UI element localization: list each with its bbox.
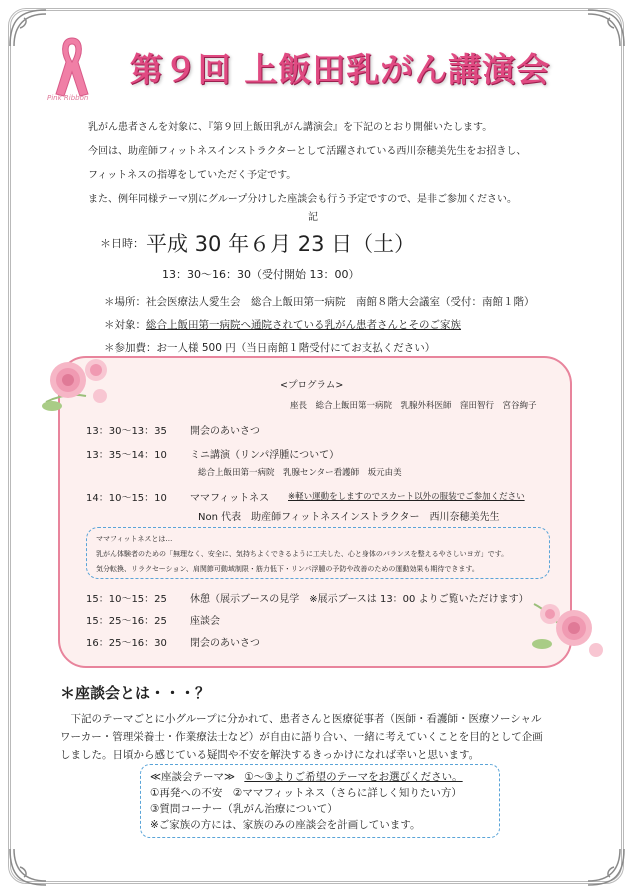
zadankai-line: 下記のテーマごとに小グループに分かれて、患者さんと医療従事者（医師・看護師・医療ソーシャル: [60, 713, 542, 725]
page-title: 第９回 上飯田乳がん講演会: [129, 50, 551, 89]
intro-text: [88, 116, 558, 212]
program-item: 閉会のあいさつ: [190, 638, 260, 649]
zadankai-text: [60, 710, 580, 764]
program-title: <プログラム>: [280, 380, 344, 391]
intro-line: 今回は、助産師フィットネスインストラクターとして活躍されている西川奈穂美先生をお招きし、: [88, 146, 527, 157]
ribbon-label: Pink Ribbon: [47, 94, 89, 102]
event-target: [104, 317, 461, 332]
themes-instruction: ①〜③よりご希望のテーマをお選びください。: [244, 771, 463, 783]
lecture-speaker: 総合上飯田第一病院 乳腺センター看護師 坂元由美: [198, 468, 402, 478]
program-time: 13：30〜13：35: [86, 426, 167, 437]
event-place: ＊場所：社会医療法人愛生会 総合上飯田第一病院 南館８階大会議室（受付：南館１階）: [104, 296, 535, 308]
program-time: 15：10〜15：25: [86, 594, 167, 605]
program-item: 休憩（展示ブースの見学 ※展示ブースは 13：00 よりご覧いただけます）: [190, 594, 529, 605]
program-chair: 座長 総合上飯田第一病院 乳腺外科医師 窪田智行 宮谷絢子: [290, 401, 537, 411]
fitness-info-line: ママフィットネスとは…: [96, 535, 173, 543]
intro-line: また、例年同様テーマ別にグループ分けした座談会も行う予定ですので、是非ご参加ください。: [88, 194, 517, 205]
program-item: 座談会: [190, 616, 220, 627]
zadankai-heading: ＊座談会とは・・・？: [60, 684, 211, 702]
intro-line: 乳がん患者さんを対象に、『第９回上飯田乳がん講演会』を下記のとおり開催いたします。: [88, 122, 493, 133]
ki-label: 記: [308, 212, 318, 223]
program-time: 15：25〜16：25: [86, 616, 167, 627]
corner-flourish-icon: [584, 6, 628, 50]
theme-line: ①再発への不安 ②ママフィットネス（さらに詳しく知りたい方）: [150, 787, 462, 799]
zadankai-line: しました。日頃から感じている疑問や不安を解決するきっかけになれば幸いと思います。: [60, 749, 480, 761]
fitness-info-line: 気分転換、リラクセーション、肩関節可動域制限・筋力低下・リンパ浮腫の予防や改善のための運動効果も期待できます。: [96, 565, 479, 573]
themes-label: ≪座談会テーマ≫: [150, 771, 235, 783]
theme-line: ※ご家族の方には、家族のみの座談会を計画しています。: [150, 819, 421, 831]
program-item: ママフィットネス: [190, 493, 270, 504]
theme-line: ③質問コーナー（乳がん治療について）: [150, 803, 338, 815]
rose-flower-icon: [38, 352, 128, 426]
pink-ribbon-icon: [52, 32, 92, 102]
program-item: ミニ講演（リンパ浮腫について）: [190, 450, 340, 461]
fitness-speaker: Non 代表 助産師フィットネスインストラクター 西川奈穂美先生: [198, 512, 500, 523]
fitness-info-line: 乳がん体験者のための「無理なく、安全に、気持ちよくできるように工夫した、心と身体のバランスを整えるやさしいヨガ」です。: [96, 550, 509, 558]
corner-flourish-icon: [6, 6, 50, 50]
corner-flourish-icon: [584, 845, 628, 889]
intro-line: フィットネスの指導をしていただく予定です。: [88, 170, 297, 181]
program-time: 13：35〜14：10: [86, 450, 167, 461]
program-time: 16：25〜16：30: [86, 638, 167, 649]
date-label: ＊日時：: [100, 237, 144, 250]
target-value: 総合上飯田第一病院へ通院されている乳がん患者さんとそのご家族: [146, 319, 461, 331]
target-label: ＊対象：: [104, 319, 146, 331]
rose-flower-icon: [524, 584, 614, 668]
event-time: 13：30〜16：30（受付開始 13：00）: [162, 268, 360, 281]
fitness-note: ※軽い運動をしますのでスカート以外の服装でご参加ください: [288, 492, 525, 502]
event-date: [100, 228, 415, 258]
event-fee: ＊参加費：お一人様 500 円（当日南館１階受付にてお支払ください）: [104, 342, 436, 354]
program-time: 14：10〜15：10: [86, 493, 167, 504]
program-item: 開会のあいさつ: [190, 426, 260, 437]
date-value: 平成 30 年６月 23 日（土）: [146, 232, 416, 256]
corner-flourish-icon: [6, 845, 50, 889]
theme-header: [150, 769, 463, 784]
zadankai-line: ワーカー・管理栄養士・作業療法士など）が自由に語り合い、一緒に考えていくことを目的として企画: [60, 731, 543, 743]
